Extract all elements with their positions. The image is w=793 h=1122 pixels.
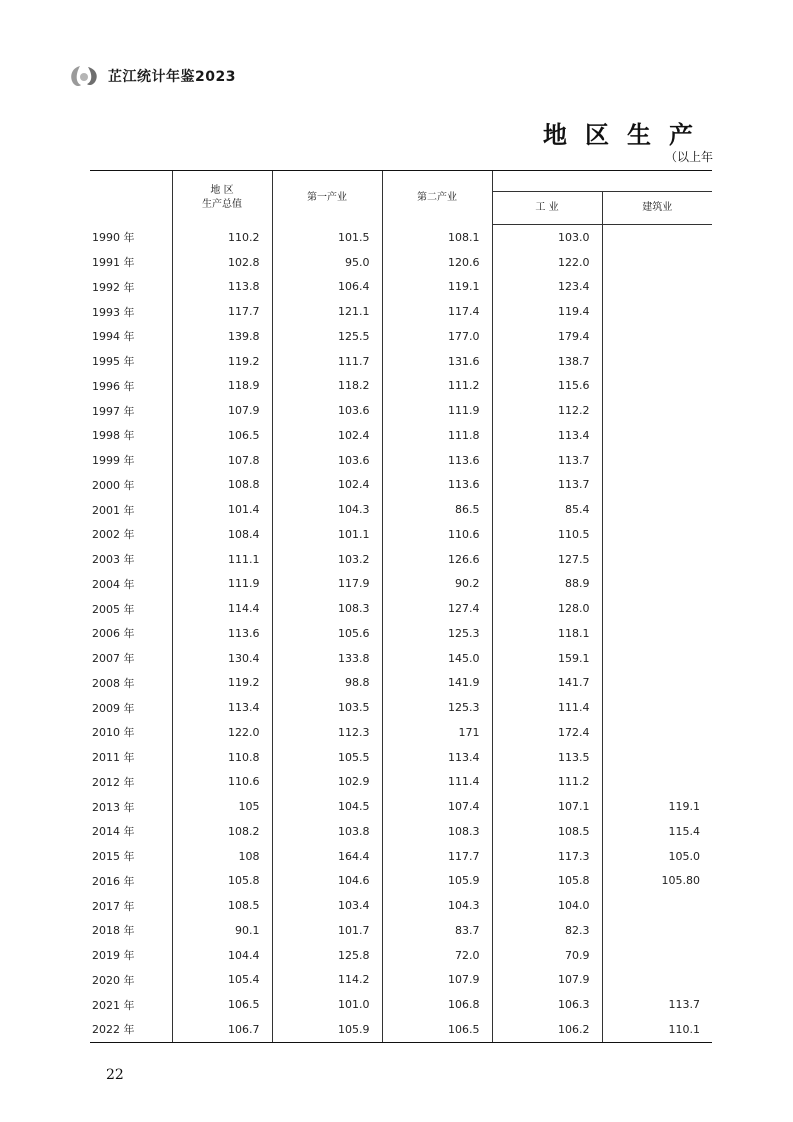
cell-gdp: 108.2 xyxy=(172,819,272,844)
cell-gdp: 110.8 xyxy=(172,745,272,770)
cell-industry: 103.0 xyxy=(492,225,602,250)
table-row xyxy=(90,572,712,597)
cell-industry: 122.0 xyxy=(492,250,602,275)
table-row xyxy=(90,547,712,572)
table-row xyxy=(90,992,712,1017)
cell-year: 2009 年 xyxy=(92,701,135,715)
cell-primary: 103.2 xyxy=(272,547,382,572)
cell-year: 2022 年 xyxy=(90,1017,172,1042)
cell-industry: 115.6 xyxy=(492,374,602,399)
cell-industry: 123.4 xyxy=(492,275,602,300)
cell-primary: 104.3 xyxy=(272,497,382,522)
cell-industry: 119.4 xyxy=(492,299,602,324)
cell-gdp: 108.8 xyxy=(172,473,272,498)
cell-secondary: 126.6 xyxy=(382,547,492,572)
cell-gdp: 106.7 xyxy=(172,1017,272,1042)
cell-industry: 128.0 xyxy=(492,596,602,621)
cell-construction xyxy=(602,324,712,349)
cell-industry: 112.2 xyxy=(492,398,602,423)
cell-primary: 105.9 xyxy=(272,1017,382,1042)
cell-construction xyxy=(602,646,712,671)
cell-primary: 102.4 xyxy=(272,473,382,498)
table-row xyxy=(90,1017,712,1042)
cell-year: 1994 年 xyxy=(92,330,135,344)
cell-year: 2014 年 xyxy=(92,825,135,839)
cell-secondary: 105.9 xyxy=(382,869,492,894)
cell-secondary: 125.3 xyxy=(382,695,492,720)
cell-primary: 103.4 xyxy=(272,893,382,918)
cell-secondary: 125.3 xyxy=(382,621,492,646)
cell-construction xyxy=(602,250,712,275)
cell-construction xyxy=(602,968,712,993)
cell-secondary: 107.9 xyxy=(382,968,492,993)
cell-gdp: 111.9 xyxy=(172,572,272,597)
cell-year: 2013 年 xyxy=(92,800,135,814)
cell-gdp: 111.1 xyxy=(172,547,272,572)
cell-year: 1992 年 xyxy=(92,280,135,294)
cell-primary: 125.5 xyxy=(272,324,382,349)
cell-gdp: 108.4 xyxy=(172,522,272,547)
cell-industry: 111.2 xyxy=(492,770,602,795)
cell-gdp: 113.6 xyxy=(172,621,272,646)
gdp-index-table xyxy=(90,170,712,1043)
table-row xyxy=(90,596,712,621)
yearbook-logo-icon xyxy=(68,63,102,89)
cell-construction xyxy=(602,695,712,720)
cell-year: 1998 年 xyxy=(92,429,135,443)
cell-construction xyxy=(602,225,712,250)
cell-gdp: 110.2 xyxy=(172,225,272,250)
cell-gdp: 122.0 xyxy=(172,720,272,745)
cell-construction xyxy=(602,299,712,324)
page-title: 地区生产 xyxy=(543,120,711,149)
table-row xyxy=(90,918,712,943)
cell-year: 2018 年 xyxy=(92,924,135,938)
cell-primary: 102.9 xyxy=(272,770,382,795)
cell-construction xyxy=(602,473,712,498)
cell-construction xyxy=(602,943,712,968)
cell-year: 2007 年 xyxy=(92,652,135,666)
cell-gdp: 104.4 xyxy=(172,943,272,968)
cell-primary: 105.6 xyxy=(272,621,382,646)
cell-secondary: 110.6 xyxy=(382,522,492,547)
cell-primary: 101.7 xyxy=(272,918,382,943)
cell-industry: 88.9 xyxy=(492,572,602,597)
cell-primary: 112.3 xyxy=(272,720,382,745)
cell-year: 2017 年 xyxy=(92,899,135,913)
cell-primary: 105.5 xyxy=(272,745,382,770)
cell-primary: 98.8 xyxy=(272,671,382,696)
cell-year: 2011 年 xyxy=(92,751,135,765)
cell-primary: 125.8 xyxy=(272,943,382,968)
cell-industry: 118.1 xyxy=(492,621,602,646)
cell-primary: 103.6 xyxy=(272,448,382,473)
cell-year: 1990 年 xyxy=(92,231,135,245)
cell-primary: 102.4 xyxy=(272,423,382,448)
cell-industry: 159.1 xyxy=(492,646,602,671)
cell-construction xyxy=(602,770,712,795)
cell-year: 1996 年 xyxy=(92,379,135,393)
cell-construction xyxy=(602,720,712,745)
cell-primary: 101.0 xyxy=(272,992,382,1017)
table-row xyxy=(90,844,712,869)
cell-primary: 103.6 xyxy=(272,398,382,423)
cell-construction: 113.7 xyxy=(602,992,712,1017)
cell-gdp: 107.8 xyxy=(172,448,272,473)
cell-construction: 115.4 xyxy=(602,819,712,844)
cell-year: 2015 年 xyxy=(92,850,135,864)
cell-secondary: 111.8 xyxy=(382,423,492,448)
cell-construction xyxy=(602,398,712,423)
cell-secondary: 108.3 xyxy=(382,819,492,844)
cell-construction xyxy=(602,621,712,646)
table-row xyxy=(90,794,712,819)
table-row xyxy=(90,745,712,770)
cell-secondary: 117.4 xyxy=(382,299,492,324)
table-row xyxy=(90,720,712,745)
book-title: 芷江统计年鉴2023 xyxy=(108,69,236,85)
running-header xyxy=(68,62,236,90)
table-row xyxy=(90,646,712,671)
cell-construction xyxy=(602,745,712,770)
cell-secondary: 119.1 xyxy=(382,275,492,300)
cell-industry: 110.5 xyxy=(492,522,602,547)
cell-secondary: 106.5 xyxy=(382,1017,492,1042)
cell-gdp: 101.4 xyxy=(172,497,272,522)
cell-secondary: 120.6 xyxy=(382,250,492,275)
cell-primary: 103.5 xyxy=(272,695,382,720)
cell-year: 2003 年 xyxy=(92,553,135,567)
cell-gdp: 105.4 xyxy=(172,968,272,993)
cell-primary: 111.7 xyxy=(272,349,382,374)
cell-secondary: 141.9 xyxy=(382,671,492,696)
cell-gdp: 113.4 xyxy=(172,695,272,720)
cell-industry: 127.5 xyxy=(492,547,602,572)
table-row xyxy=(90,349,712,374)
cell-construction xyxy=(602,671,712,696)
cell-secondary: 127.4 xyxy=(382,596,492,621)
cell-industry: 70.9 xyxy=(492,943,602,968)
cell-gdp: 108.5 xyxy=(172,893,272,918)
cell-construction xyxy=(602,596,712,621)
cell-secondary: 72.0 xyxy=(382,943,492,968)
cell-year: 2008 年 xyxy=(92,676,135,690)
cell-year: 2000 年 xyxy=(92,478,135,492)
header-secondary: 第二产业 xyxy=(382,171,492,225)
cell-gdp: 105 xyxy=(172,794,272,819)
table-row xyxy=(90,968,712,993)
cell-gdp: 110.6 xyxy=(172,770,272,795)
cell-secondary: 117.7 xyxy=(382,844,492,869)
cell-industry: 113.5 xyxy=(492,745,602,770)
table-row xyxy=(90,497,712,522)
cell-year: 2004 年 xyxy=(92,577,135,591)
table-row xyxy=(90,522,712,547)
cell-primary: 114.2 xyxy=(272,968,382,993)
cell-industry: 85.4 xyxy=(492,497,602,522)
cell-primary: 121.1 xyxy=(272,299,382,324)
cell-primary: 101.5 xyxy=(272,225,382,250)
cell-secondary: 131.6 xyxy=(382,349,492,374)
cell-industry: 107.1 xyxy=(492,794,602,819)
cell-industry: 106.3 xyxy=(492,992,602,1017)
cell-primary: 106.4 xyxy=(272,275,382,300)
table-row xyxy=(90,448,712,473)
table-row xyxy=(90,621,712,646)
cell-industry: 113.7 xyxy=(492,448,602,473)
cell-industry: 105.8 xyxy=(492,869,602,894)
cell-construction xyxy=(602,497,712,522)
header-region-gdp: 地 区 生产总值 xyxy=(172,171,272,225)
cell-gdp: 130.4 xyxy=(172,646,272,671)
cell-gdp: 139.8 xyxy=(172,324,272,349)
cell-construction xyxy=(602,374,712,399)
table-row xyxy=(90,819,712,844)
table-row xyxy=(90,473,712,498)
cell-secondary: 145.0 xyxy=(382,646,492,671)
cell-industry: 82.3 xyxy=(492,918,602,943)
cell-construction: 110.1 xyxy=(602,1017,712,1042)
cell-primary: 101.1 xyxy=(272,522,382,547)
cell-construction xyxy=(602,522,712,547)
cell-industry: 106.2 xyxy=(492,1017,602,1042)
cell-construction xyxy=(602,893,712,918)
header-construction: 建筑业 xyxy=(602,192,712,225)
cell-primary: 118.2 xyxy=(272,374,382,399)
cell-primary: 164.4 xyxy=(272,844,382,869)
cell-year: 1995 年 xyxy=(92,355,135,369)
cell-year: 2019 年 xyxy=(92,949,135,963)
cell-industry: 117.3 xyxy=(492,844,602,869)
cell-construction: 105.0 xyxy=(602,844,712,869)
cell-industry: 113.7 xyxy=(492,473,602,498)
table-row xyxy=(90,770,712,795)
cell-gdp: 118.9 xyxy=(172,374,272,399)
cell-secondary: 86.5 xyxy=(382,497,492,522)
cell-industry: 104.0 xyxy=(492,893,602,918)
table-body xyxy=(90,225,712,1043)
cell-year: 2021 年 xyxy=(92,998,135,1012)
cell-industry: 113.4 xyxy=(492,423,602,448)
cell-industry: 107.9 xyxy=(492,968,602,993)
header-secondary-breakdown xyxy=(492,171,712,192)
cell-year: 1997 年 xyxy=(92,404,135,418)
cell-gdp: 108 xyxy=(172,844,272,869)
table-row xyxy=(90,943,712,968)
table-row xyxy=(90,893,712,918)
cell-industry: 172.4 xyxy=(492,720,602,745)
cell-construction xyxy=(602,275,712,300)
cell-primary: 104.6 xyxy=(272,869,382,894)
cell-secondary: 113.4 xyxy=(382,745,492,770)
cell-industry: 108.5 xyxy=(492,819,602,844)
cell-secondary: 106.8 xyxy=(382,992,492,1017)
cell-construction xyxy=(602,448,712,473)
cell-construction: 105.80 xyxy=(602,869,712,894)
cell-industry: 179.4 xyxy=(492,324,602,349)
cell-primary: 104.5 xyxy=(272,794,382,819)
cell-secondary: 113.6 xyxy=(382,473,492,498)
table-row xyxy=(90,398,712,423)
cell-primary: 133.8 xyxy=(272,646,382,671)
cell-primary: 103.8 xyxy=(272,819,382,844)
cell-industry: 111.4 xyxy=(492,695,602,720)
cell-year: 2001 年 xyxy=(92,503,135,517)
cell-secondary: 111.4 xyxy=(382,770,492,795)
table-row xyxy=(90,225,712,250)
cell-secondary: 90.2 xyxy=(382,572,492,597)
table-row xyxy=(90,695,712,720)
table-row xyxy=(90,423,712,448)
cell-year: 2005 年 xyxy=(92,602,135,616)
cell-construction xyxy=(602,423,712,448)
cell-year: 2002 年 xyxy=(92,528,135,542)
table-row xyxy=(90,250,712,275)
cell-construction xyxy=(602,349,712,374)
cell-industry: 141.7 xyxy=(492,671,602,696)
cell-secondary: 104.3 xyxy=(382,893,492,918)
cell-gdp: 117.7 xyxy=(172,299,272,324)
page-number: 22 xyxy=(106,1067,124,1083)
cell-year: 1993 年 xyxy=(92,305,135,319)
cell-gdp: 119.2 xyxy=(172,349,272,374)
cell-secondary: 108.1 xyxy=(382,225,492,250)
cell-year: 2012 年 xyxy=(92,775,135,789)
cell-secondary: 171 xyxy=(382,720,492,745)
cell-construction xyxy=(602,918,712,943)
cell-year: 2020 年 xyxy=(92,973,135,987)
cell-gdp: 114.4 xyxy=(172,596,272,621)
table-row xyxy=(90,671,712,696)
cell-gdp: 106.5 xyxy=(172,992,272,1017)
cell-gdp: 119.2 xyxy=(172,671,272,696)
cell-gdp: 105.8 xyxy=(172,869,272,894)
table-row xyxy=(90,299,712,324)
cell-year: 1991 年 xyxy=(92,256,135,270)
cell-year: 2010 年 xyxy=(92,726,135,740)
header-primary: 第一产业 xyxy=(272,171,382,225)
cell-secondary: 111.9 xyxy=(382,398,492,423)
table-row xyxy=(90,869,712,894)
header-industry: 工 业 xyxy=(492,192,602,225)
cell-gdp: 106.5 xyxy=(172,423,272,448)
cell-gdp: 113.8 xyxy=(172,275,272,300)
cell-year: 2016 年 xyxy=(92,874,135,888)
cell-primary: 108.3 xyxy=(272,596,382,621)
cell-secondary: 83.7 xyxy=(382,918,492,943)
cell-secondary: 111.2 xyxy=(382,374,492,399)
cell-year: 2006 年 xyxy=(92,627,135,641)
cell-construction: 119.1 xyxy=(602,794,712,819)
cell-secondary: 113.6 xyxy=(382,448,492,473)
cell-year: 1999 年 xyxy=(92,454,135,468)
table-row xyxy=(90,324,712,349)
cell-construction xyxy=(602,547,712,572)
cell-secondary: 107.4 xyxy=(382,794,492,819)
cell-industry: 138.7 xyxy=(492,349,602,374)
header-year xyxy=(90,171,172,225)
cell-primary: 95.0 xyxy=(272,250,382,275)
table-row xyxy=(90,374,712,399)
cell-gdp: 107.9 xyxy=(172,398,272,423)
cell-construction xyxy=(602,572,712,597)
page-subtitle: （以上年 xyxy=(664,150,713,164)
cell-gdp: 90.1 xyxy=(172,918,272,943)
cell-secondary: 177.0 xyxy=(382,324,492,349)
cell-primary: 117.9 xyxy=(272,572,382,597)
table-row xyxy=(90,275,712,300)
cell-gdp: 102.8 xyxy=(172,250,272,275)
